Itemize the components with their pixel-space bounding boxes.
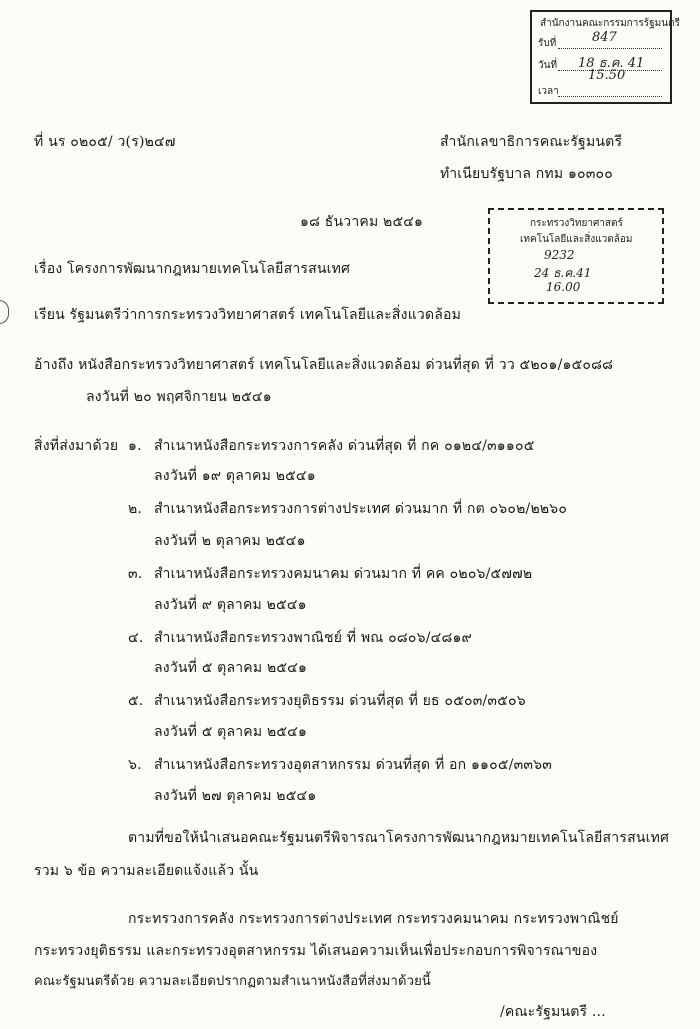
reference-line-2: ลงวันที่ ๒๐ พฤศจิกายน ๒๕๔๑ — [86, 389, 272, 405]
receipt-stamp — [530, 10, 680, 104]
receipt-time: 15.50 — [588, 68, 626, 83]
receipt-no-label: รับที่ — [538, 38, 557, 49]
enclosure-item: สำเนาหนังสือกระทรวงการต่างประเทศ ด่วนมาก ที่ กต ๐๖๐๒/๒๒๖๐ — [154, 501, 568, 517]
receipt-time-label: เวลา — [538, 86, 559, 97]
punch-hole-mark — [0, 300, 9, 324]
paragraph-2-line-1: กระทรวงการคลัง กระทรวงการต่างประเทศ กระทรวงคมนาคม กระทรวงพาณิชย์ — [128, 911, 619, 927]
recipient-line: เรียน รัฐมนตรีว่าการกระทรวงวิทยาศาสตร์ เทคโนโลยีและสิ่งแวดล้อม — [34, 307, 462, 323]
receipt-date: 18 ธ.ค. 41 — [578, 56, 645, 71]
ministry-receipt-stamp — [488, 208, 664, 304]
document-number: ที่ นร ๐๒๐๕/ ว(ร)๒๔๗ — [34, 134, 176, 150]
sender-office: สำนักเลขาธิการคณะรัฐมนตรี — [440, 134, 623, 150]
paragraph-1-line-2: รวม ๖ ข้อ ความละเอียดแจ้งแล้ว นั้น — [34, 863, 259, 879]
enclosure-number: ๒. — [128, 501, 143, 517]
ministry-stamp-time: 16.00 — [546, 280, 581, 294]
paragraph-1-line-1: ตามที่ขอให้นำเสนอคณะรัฐมนตรีพิจารณาโครงการพัฒนากฎหมายเทคโนโลยีสารสนเทศ — [128, 830, 670, 846]
ministry-stamp-line2: เทคโนโลยีและสิ่งแวดล้อม — [520, 234, 633, 245]
ministry-stamp-no: 9232 — [544, 248, 575, 262]
enclosure-item: สำเนาหนังสือกระทรวงพาณิชย์ ที่ พณ ๐๘๐๖/๔๘๑๙ — [154, 630, 472, 646]
enclosure-date: ลงวันที่ ๑๙ ตุลาคม ๒๕๔๑ — [154, 468, 316, 484]
ministry-stamp-line1: กระทรวงวิทยาศาสตร์ — [530, 218, 623, 229]
enclosure-item: สำเนาหนังสือกระทรวงการคลัง ด่วนที่สุด ที่ กค ๐๑๒๔/๓๑๑๐๕ — [154, 438, 535, 454]
continued-marker: /คณะรัฐมนตรี ... — [500, 1004, 606, 1020]
receipt-date-label: วันที่ — [538, 60, 558, 71]
paragraph-2-line-2: กระทรวงยุติธรรม และกระทรวงอุตสาหกรรม ได้เสนอความเห็นเพื่อประกอบการพิจารณาของ — [34, 943, 598, 959]
enclosure-date: ลงวันที่ ๙ ตุลาคม ๒๕๔๑ — [154, 597, 307, 613]
enclosure-date: ลงวันที่ ๕ ตุลาคม ๒๕๔๑ — [154, 724, 308, 740]
receipt-no: 847 — [592, 30, 617, 45]
reference-line-1: อ้างถึง หนังสือกระทรวงวิทยาศาสตร์ เทคโนโลยีและสิ่งแวดล้อม ด่วนที่สุด ที่ วว ๕๒๐๑/๑๕๐๘๘ — [34, 357, 614, 373]
sender-address: ทำเนียบรัฐบาล กทม ๑๐๓๐๐ — [440, 166, 614, 182]
paragraph-2-line-3: คณะรัฐมนตรีด้วย ความละเอียดปรากฏตามสำเนาหนังสือที่ส่งมาด้วยนี้ — [34, 974, 432, 989]
enclosure-number: ๓. — [128, 566, 143, 582]
enclosure-date: ลงวันที่ ๒ ตุลาคม ๒๕๔๑ — [154, 533, 306, 549]
enclosure-number: ๕. — [128, 693, 144, 709]
enclosure-date: ลงวันที่ ๕ ตุลาคม ๒๕๔๑ — [154, 660, 308, 676]
enclosure-number: ๖. — [128, 757, 142, 773]
enclosure-item: สำเนาหนังสือกระทรวงอุตสาหกรรม ด่วนที่สุด ที่ อก ๑๑๐๕/๓๓๖๓ — [154, 757, 552, 773]
enclosure-item: สำเนาหนังสือกระทรวงยุติธรรม ด่วนที่สุด ที่ ยธ ๐๕๐๓/๓๕๐๖ — [154, 693, 526, 709]
subject-line: เรื่อง โครงการพัฒนากฎหมายเทคโนโลยีสารสนเทศ — [34, 261, 351, 277]
enclosures-label: สิ่งที่ส่งมาด้วย — [34, 438, 119, 454]
enclosure-number: ๔. — [128, 630, 144, 646]
enclosure-date: ลงวันที่ ๒๗ ตุลาคม ๒๕๔๑ — [154, 788, 317, 804]
document-date: ๑๘ ธันวาคม ๒๕๔๑ — [300, 214, 424, 230]
ministry-stamp-date: 24 ธ.ค.41 — [534, 266, 592, 280]
enclosure-number: ๑. — [128, 438, 142, 454]
receipt-stamp-org: สำนักงานคณะกรรมการร้ฐมนตรี — [540, 18, 680, 29]
enclosure-item: สำเนาหนังสือกระทรวงคมนาคม ด่วนมาก ที่ คค ๐๒๐๖/๕๗๗๒ — [154, 566, 533, 582]
